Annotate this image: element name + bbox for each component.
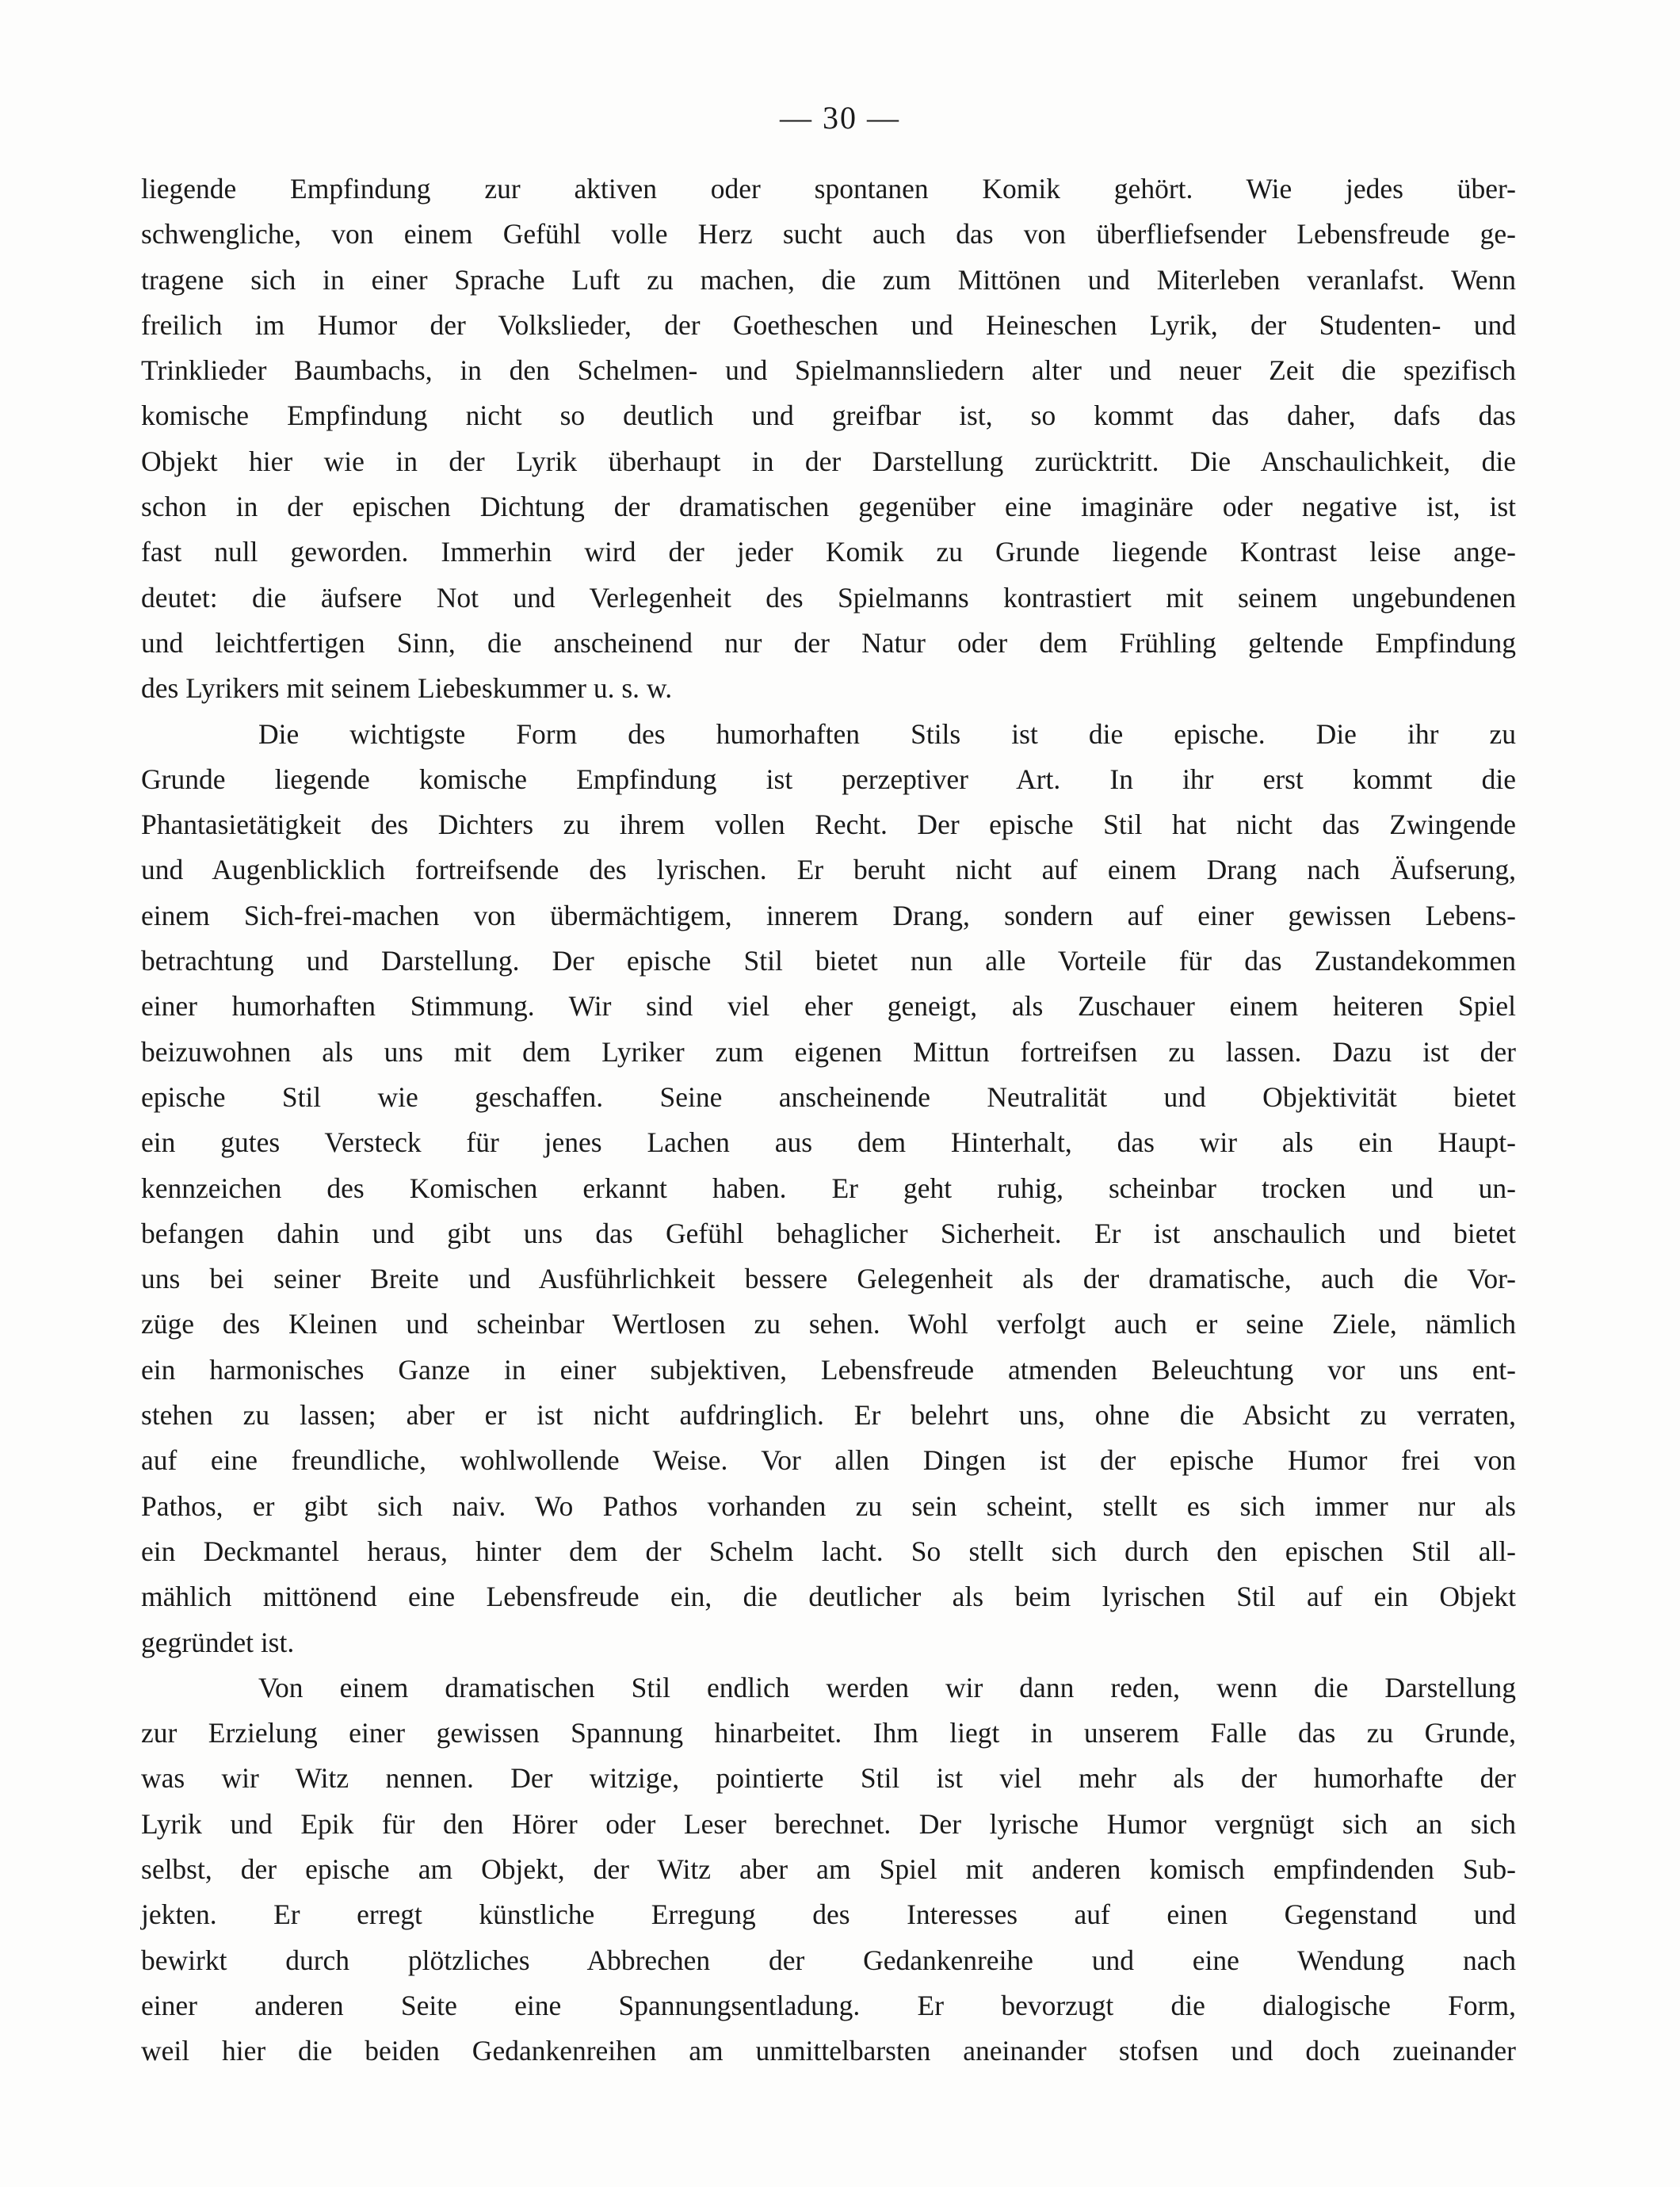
text-line: schwengliche, von einem Gefühl volle Herz sucht auch das von überfliefsender Lebensfreude ge- [141, 218, 1516, 250]
page-number: — 30 — [780, 100, 900, 136]
text-line: Grunde liegende komische Empfindung ist perzeptiver Art. In ihr erst kommt die [141, 763, 1516, 795]
text-line: ein Deckmantel heraus, hinter dem der Schelm lacht. So stellt sich durch den epischen Stil all- [141, 1535, 1516, 1567]
text-line: und Augenblicklich fortreifsende des lyrischen. Er beruht nicht auf einem Drang nach Äufserung, [141, 854, 1516, 886]
text-line: zur Erzielung einer gewissen Spannung hinarbeitet. Ihm liegt in unserem Falle das zu Grunde, [141, 1717, 1516, 1749]
text-line: einer humorhaften Stimmung. Wir sind viel eher geneigt, als Zuschauer einem heiteren Spiel [141, 990, 1516, 1023]
text-line: auf eine freundliche, wohlwollende Weise. Vor allen Dingen ist der epische Humor frei von [141, 1444, 1516, 1477]
text-line: einem Sich-frei-machen von übermächtigem, innerem Drang, sondern auf einer gewissen Lebens- [141, 899, 1516, 931]
text-line: betrachtung und Darstellung. Der epische Stil bietet nun alle Vorteile für das Zustandekommen [141, 945, 1516, 977]
text-line: Phantasietätigkeit des Dichters zu ihrem vollen Recht. Der epische Stil hat nicht das Zwingende [141, 809, 1516, 841]
text-line: jekten. Er erregt künstliche Erregung des Interesses auf einen Gegenstand und [141, 1898, 1516, 1931]
text-line: ein gutes Versteck für jenes Lachen aus dem Hinterhalt, das wir als ein Haupt- [141, 1126, 1516, 1159]
text-line: ein harmonisches Ganze in einer subjektiven, Lebensfreude atmenden Beleuchtung vor uns ent- [141, 1353, 1516, 1386]
text-line: uns bei seiner Breite und Ausführlichkeit bessere Gelegenheit als der dramatische, auch die Vor- [141, 1263, 1516, 1295]
text-line: mählich mittönend eine Lebensfreude ein, die deutlicher als beim lyrischen Stil auf ein Objekt [141, 1581, 1516, 1613]
text-line: selbst, der epische am Objekt, der Witz aber am Spiel mit anderen komisch empfindenden Sub- [141, 1852, 1516, 1885]
text-line: freilich im Humor der Volkslieder, der Goetheschen und Heineschen Lyrik, der Studenten- und [141, 308, 1516, 341]
text-line: liegende Empfindung zur aktiven oder spontanen Komik gehört. Wie jedes über- [141, 173, 1516, 205]
text-line: Trinklieder Baumbachs, in den Schelmen- und Spielmannsliedern alter und neuer Zeit die spezifisch [141, 354, 1516, 387]
text-line: Objekt hier wie in der Lyrik überhaupt in der Darstellung zurücktritt. Die Anschaulichkeit, die [141, 445, 1516, 477]
text-line: und leichtfertigen Sinn, die anscheinend nur der Natur oder dem Frühling geltende Empfindung [141, 626, 1516, 659]
text-line: züge des Kleinen und scheinbar Wertlosen zu sehen. Wohl verfolgt auch er seine Ziele, nämlich [141, 1308, 1516, 1340]
text-line: kennzeichen des Komischen erkannt haben. Er geht ruhig, scheinbar trocken und un- [141, 1172, 1516, 1204]
text-line: des Lyrikers mit seinem Liebeskummer u. s. w. [141, 672, 673, 705]
text-line: Lyrik und Epik für den Hörer oder Leser berechnet. Der lyrische Humor vergnügt sich an sich [141, 1807, 1516, 1840]
text-line: befangen dahin und gibt uns das Gefühl behaglicher Sicherheit. Er ist anschaulich und bietet [141, 1217, 1516, 1249]
text-line: Die wichtigste Form des humorhaften Stils ist die epische. Die ihr zu [258, 717, 1516, 750]
text-line: beizuwohnen als uns mit dem Lyriker zum eigenen Mittun fortreifsen zu lassen. Dazu ist der [141, 1035, 1516, 1068]
body-text [141, 166, 1516, 2074]
text-line: schon in der epischen Dichtung der dramatischen gegenüber eine imaginäre oder negative ist, ist [141, 491, 1516, 523]
text-line: gegründet ist. [141, 1626, 295, 1658]
text-line: einer anderen Seite eine Spannungsentladung. Er bevorzugt die dialogische Form, [141, 1989, 1516, 2021]
text-line: Von einem dramatischen Stil endlich werden wir dann reden, wenn die Darstellung [258, 1671, 1516, 1703]
text-line: komische Empfindung nicht so deutlich und greifbar ist, so kommt das daher, dafs das [141, 400, 1516, 432]
text-line: deutet: die äufsere Not und Verlegenheit des Spielmanns kontrastiert mit seinem ungebundenen [141, 581, 1516, 614]
text-line: weil hier die beiden Gedankenreihen am unmittelbarsten aneinander stofsen und doch zueinander [141, 2035, 1516, 2067]
text-line: stehen zu lassen; aber er ist nicht aufdringlich. Er belehrt uns, ohne die Absicht zu verraten, [141, 1399, 1516, 1432]
text-line: was wir Witz nennen. Der witzige, pointierte Stil ist viel mehr als der humorhafte der [141, 1762, 1516, 1795]
text-line: epische Stil wie geschaffen. Seine anscheinende Neutralität und Objektivität bietet [141, 1080, 1516, 1113]
text-line: fast null geworden. Immerhin wird der jeder Komik zu Grunde liegende Kontrast leise ange- [141, 536, 1516, 568]
text-line: bewirkt durch plötzliches Abbrechen der Gedankenreihe und eine Wendung nach [141, 1944, 1516, 1976]
text-line: Pathos, er gibt sich naiv. Wo Pathos vorhanden zu sein scheint, stellt es sich immer nur als [141, 1489, 1516, 1522]
text-line: tragene sich in einer Sprache Luft zu machen, die zum Mittönen und Miterleben veranlafst. Wenn [141, 263, 1516, 296]
